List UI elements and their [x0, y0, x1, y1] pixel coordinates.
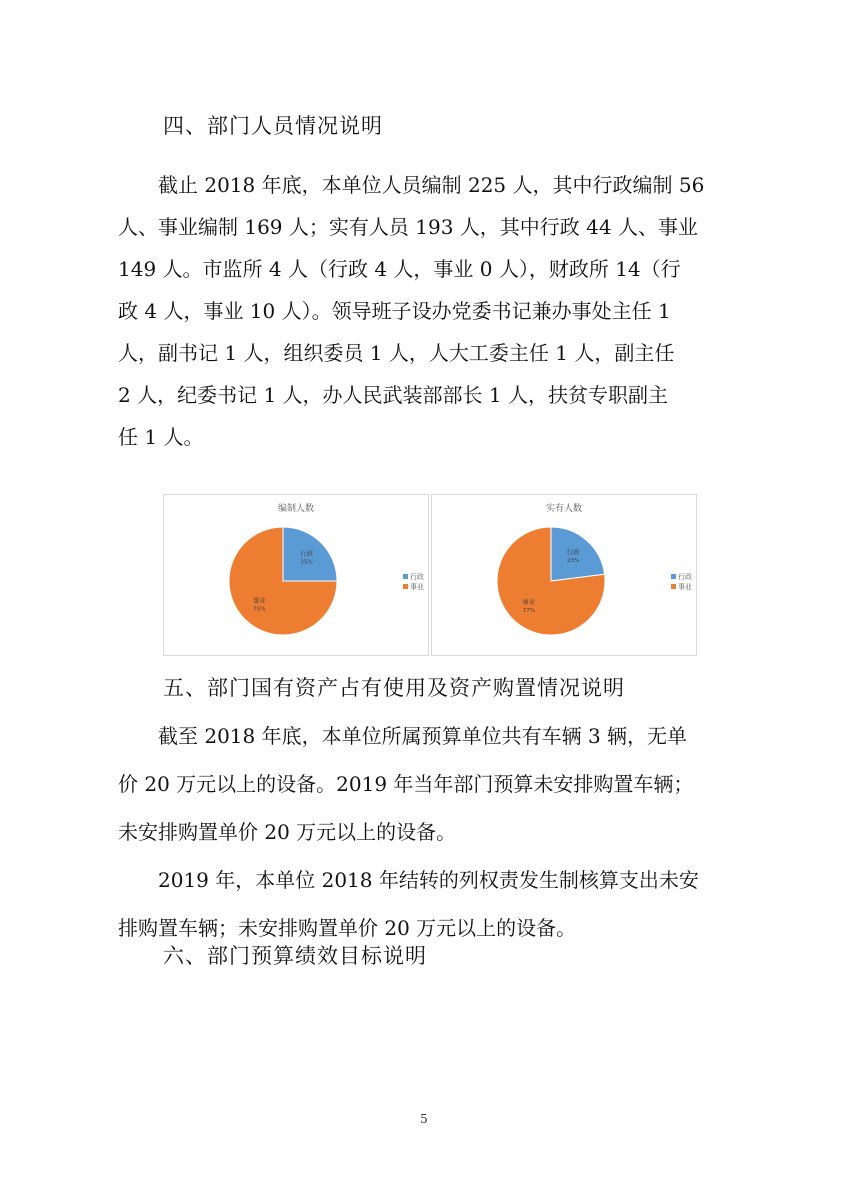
paragraph-line: 截至 2018 年底，本单位所属预算单位共有车辆 3 辆，无单: [158, 724, 688, 748]
slice-category-label: 行政: [566, 547, 580, 556]
paragraph-line: 截止 2018 年底，本单位人员编制 225 人，其中行政编制 56: [158, 173, 705, 197]
paragraph-line: 2 人，纪委书记 1 人，办人民武装部部长 1 人，扶贫专职副主: [118, 383, 668, 407]
slice-category-label: 行政: [300, 549, 314, 558]
legend-swatch: [671, 584, 676, 589]
chart-title: 实有人数: [545, 504, 583, 514]
legend-label: 行政: [678, 573, 692, 581]
chart-title: 编制人数: [277, 504, 315, 514]
section-5-heading: 五、部门国有资产占有使用及资产购置情况说明: [163, 676, 625, 700]
paragraph-line: 政 4 人，事业 10 人）。领导班子设办党委书记兼办事处主任 1: [118, 299, 671, 323]
legend-label: 事业: [678, 583, 692, 591]
legend-swatch: [403, 584, 408, 589]
paragraph-line: 价 20 万元以上的设备。2019 年当年部门预算未安排购置车辆；: [118, 772, 694, 796]
legend-swatch: [403, 574, 408, 579]
paragraph-line: 任 1 人。: [118, 425, 204, 449]
pie-chart-svg: [432, 495, 696, 655]
page-number: 5: [420, 1112, 428, 1126]
chart-staffing-quota: [163, 494, 429, 656]
paragraph-line: 人，副书记 1 人，组织委员 1 人，人大工委主任 1 人，副主任: [118, 341, 675, 365]
chart-actual-staff: [431, 494, 697, 656]
paragraph-line: 人、事业编制 169 人；实有人员 193 人，其中行政 44 人、事业: [118, 215, 698, 239]
section-6-heading: 六、部门预算绩效目标说明: [163, 944, 427, 968]
legend-swatch: [671, 574, 676, 579]
paragraph-line: 149 人。市监所 4 人（行政 4 人，事业 0 人），财政所 14（行: [118, 257, 681, 281]
section-4-paragraph: [118, 164, 758, 458]
slice-category-label: 事业: [522, 598, 536, 607]
slice-percent-label: 75%: [253, 606, 266, 613]
section-4-heading: 四、部门人员情况说明: [163, 114, 383, 138]
slice-percent-label: 23%: [567, 557, 580, 564]
pie-charts: [163, 494, 698, 656]
slice-percent-label: 77%: [522, 608, 535, 615]
pie-chart-svg: [164, 495, 428, 655]
paragraph-line: 排购置车辆；未安排购置单价 20 万元以上的设备。: [118, 916, 577, 940]
paragraph-line: 2019 年，本单位 2018 年结转的列权责发生制核算支出未安: [158, 868, 699, 892]
legend-label: 行政: [410, 573, 424, 581]
slice-category-label: 事业: [252, 596, 266, 605]
paragraph-line: 未安排购置单价 20 万元以上的设备。: [118, 820, 457, 844]
section-5-paragraph: [118, 712, 758, 952]
legend-label: 事业: [410, 583, 424, 591]
slice-percent-label: 25%: [300, 559, 313, 566]
